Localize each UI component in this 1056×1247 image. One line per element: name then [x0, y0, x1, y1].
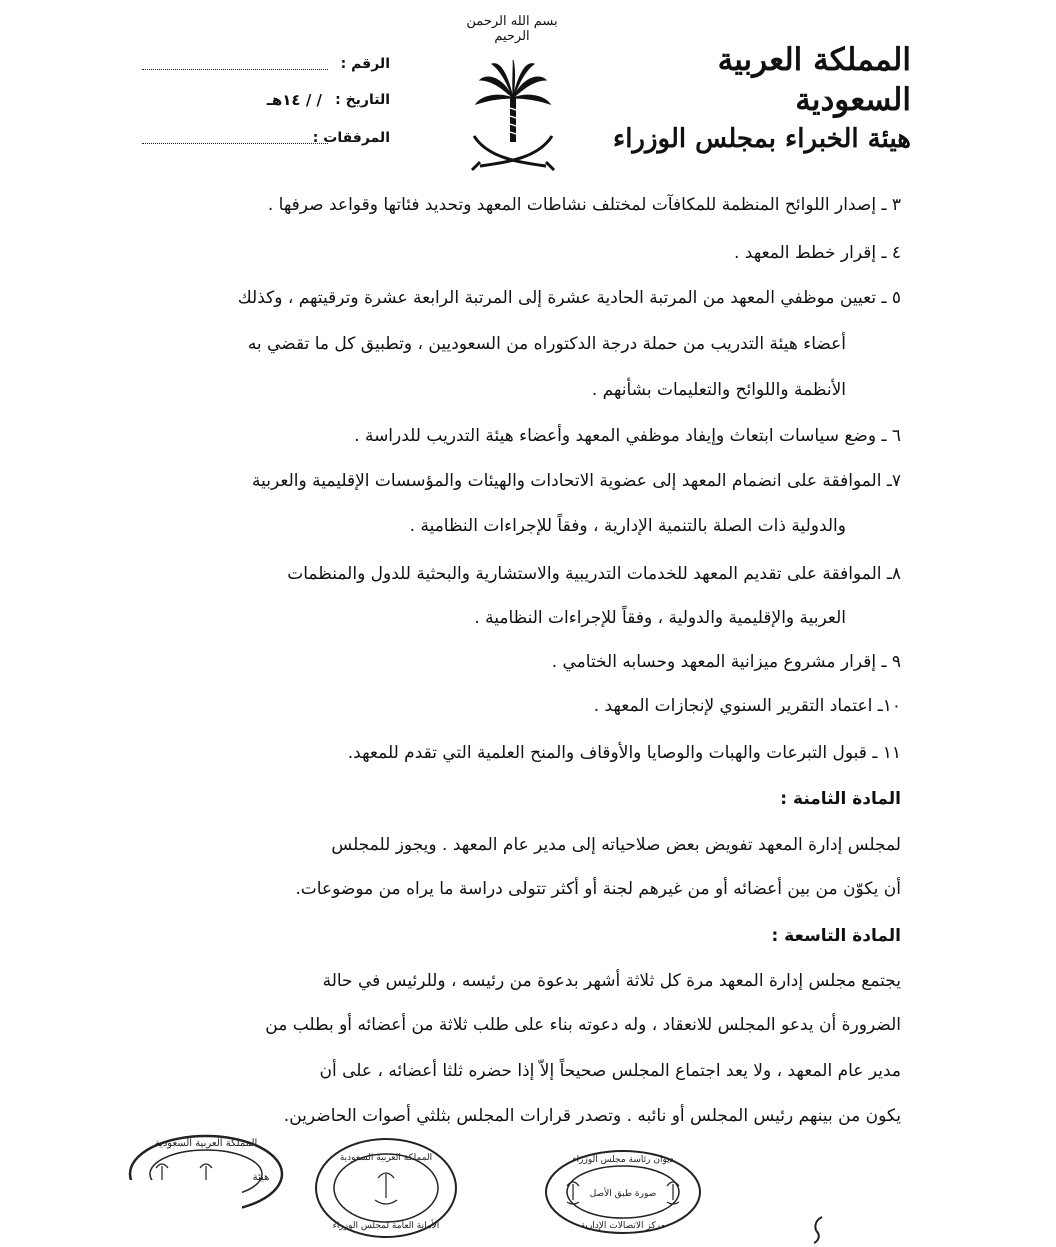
letterhead	[611, 40, 911, 158]
date-value: / / ١٤هـ	[266, 91, 322, 109]
saudi-emblem-icon	[468, 58, 558, 176]
authority-name: هيئة الخبراء بمجلس الوزراء	[612, 124, 911, 154]
svg-text:مركز الاتصالات الإدارية: مركز الاتصالات الإدارية	[580, 1221, 666, 1231]
attachments-field	[130, 130, 390, 148]
clause-6: ٦ ـ وضع سياسات ابتعاث وإيفاد موظفي المعهد وأعضاء هيئة التدريب للدراسة .	[354, 426, 901, 446]
svg-text:المملكة العربية السعودية: المملكة العربية السعودية	[154, 1138, 258, 1149]
article-8-heading: المادة الثامنة :	[780, 789, 901, 809]
article-8-line-1: لمجلس إدارة المعهد تفويض بعض صلاحياته إلى مدير عام المعهد . ويجوز للمجلس	[331, 835, 901, 855]
article-9-line-3: مدير عام المعهد ، ولا يعد اجتماع المجلس صحيحاً إلاّ إذا حضره ثلثا أعضائه ، على أن	[319, 1061, 901, 1081]
clause-5-line-3: الأنظمة واللوائح والتعليمات بشأنهم .	[591, 380, 846, 400]
clause-3: ٣ ـ إصدار اللوائح المنظمة للمكافآت لمختلف نشاطات المعهد وتحديد فئاتها وقواعد صرفها .	[267, 195, 901, 215]
svg-text:المملكة العربية السعودية: المملكة العربية السعودية	[339, 1153, 433, 1163]
clause-8-line-1: ٨ـ الموافقة على تقديم المعهد للخدمات التدريبية والاستشارية والبحثية للدول والمنظمات	[287, 564, 901, 584]
svg-text:ديوان رئاسة مجلس الوزراء: ديوان رئاسة مجلس الوزراء	[572, 1155, 674, 1165]
date-field	[130, 92, 390, 110]
clause-5-line-1: ٥ ـ تعيين موظفي المعهد من المرتبة الحادية عشرة إلى المرتبة الرابعة عشرة وترقيتهم ، وكذلك	[237, 288, 901, 308]
clause-5-line-2: أعضاء هيئة التدريب من حملة درجة الدكتوراه من السعوديين ، وتطبيق كل ما تقضي به	[247, 334, 846, 354]
clause-7-line-1: ٧ـ الموافقة على انضمام المعهد إلى عضوية الاتحادات والهيئات والمؤسسات الإقليمية والعربية	[252, 471, 901, 491]
ref-field	[130, 56, 390, 74]
handwritten-mark-icon	[810, 1215, 826, 1245]
clause-4: ٤ ـ إقرار خطط المعهد .	[734, 243, 901, 263]
article-9-line-1: يجتمع مجلس إدارة المعهد مرة كل ثلاثة أشهر بدعوة من رئيسه ، وللرئيس في حالة	[322, 971, 901, 991]
ref-label: الرقم :	[340, 56, 390, 72]
attachments-label: المرفقات :	[312, 130, 390, 146]
article-8-line-2: أن يكوّن من بين أعضائه أو من غيرهم لجنة أو أكثر تتولى دراسة ما يراه من موضوعات.	[295, 879, 901, 899]
svg-text:الأمانة العامة لمجلس الوزراء: الأمانة العامة لمجلس الوزراء	[332, 1221, 440, 1231]
article-9-heading: المادة التاسعة :	[771, 926, 901, 946]
date-label: التاريخ :	[335, 92, 390, 108]
clause-8-line-2: العربية والإقليمية والدولية ، وفقاً للإجراءات النظامية .	[474, 608, 846, 628]
svg-text:هيئة: هيئة	[252, 1172, 270, 1183]
seal-secretariat	[313, 1136, 459, 1240]
kingdom-name: المملكة العربية السعودية	[717, 42, 911, 118]
seal-cabinet-presidency	[543, 1148, 703, 1236]
clause-11: ١١ ـ قبول التبرعات والهبات والوصايا والأوقاف والمنح العلمية التي تقدم للمعهد.	[347, 743, 901, 763]
clause-10: ١٠ـ اعتماد التقرير السنوي لإنجازات المعهد .	[593, 696, 901, 716]
clause-7-line-2: والدولية ذات الصلة بالتنمية الإدارية ، وفقاً للإجراءات النظامية .	[409, 516, 846, 536]
page-crop-area	[0, 1180, 242, 1247]
emblem-icon	[375, 1173, 397, 1204]
article-9-line-4: يكون من بينهم رئيس المجلس أو نائبه . وتصدر قرارات المجلس بثلثي أصوات الحاضرين.	[283, 1106, 901, 1126]
clause-9: ٩ ـ إقرار مشروع ميزانية المعهد وحسابه الختامي .	[551, 652, 901, 672]
svg-text:صورة طبق الأصل: صورة طبق الأصل	[589, 1189, 657, 1199]
article-9-line-2: الضرورة أن يدعو المجلس للانعقاد ، وله دعوته بناء على طلب ثلاثة من أعضائه أو بطلب من	[265, 1015, 901, 1035]
basmala: بسم الله الرحمن الرحيم	[466, 14, 558, 44]
